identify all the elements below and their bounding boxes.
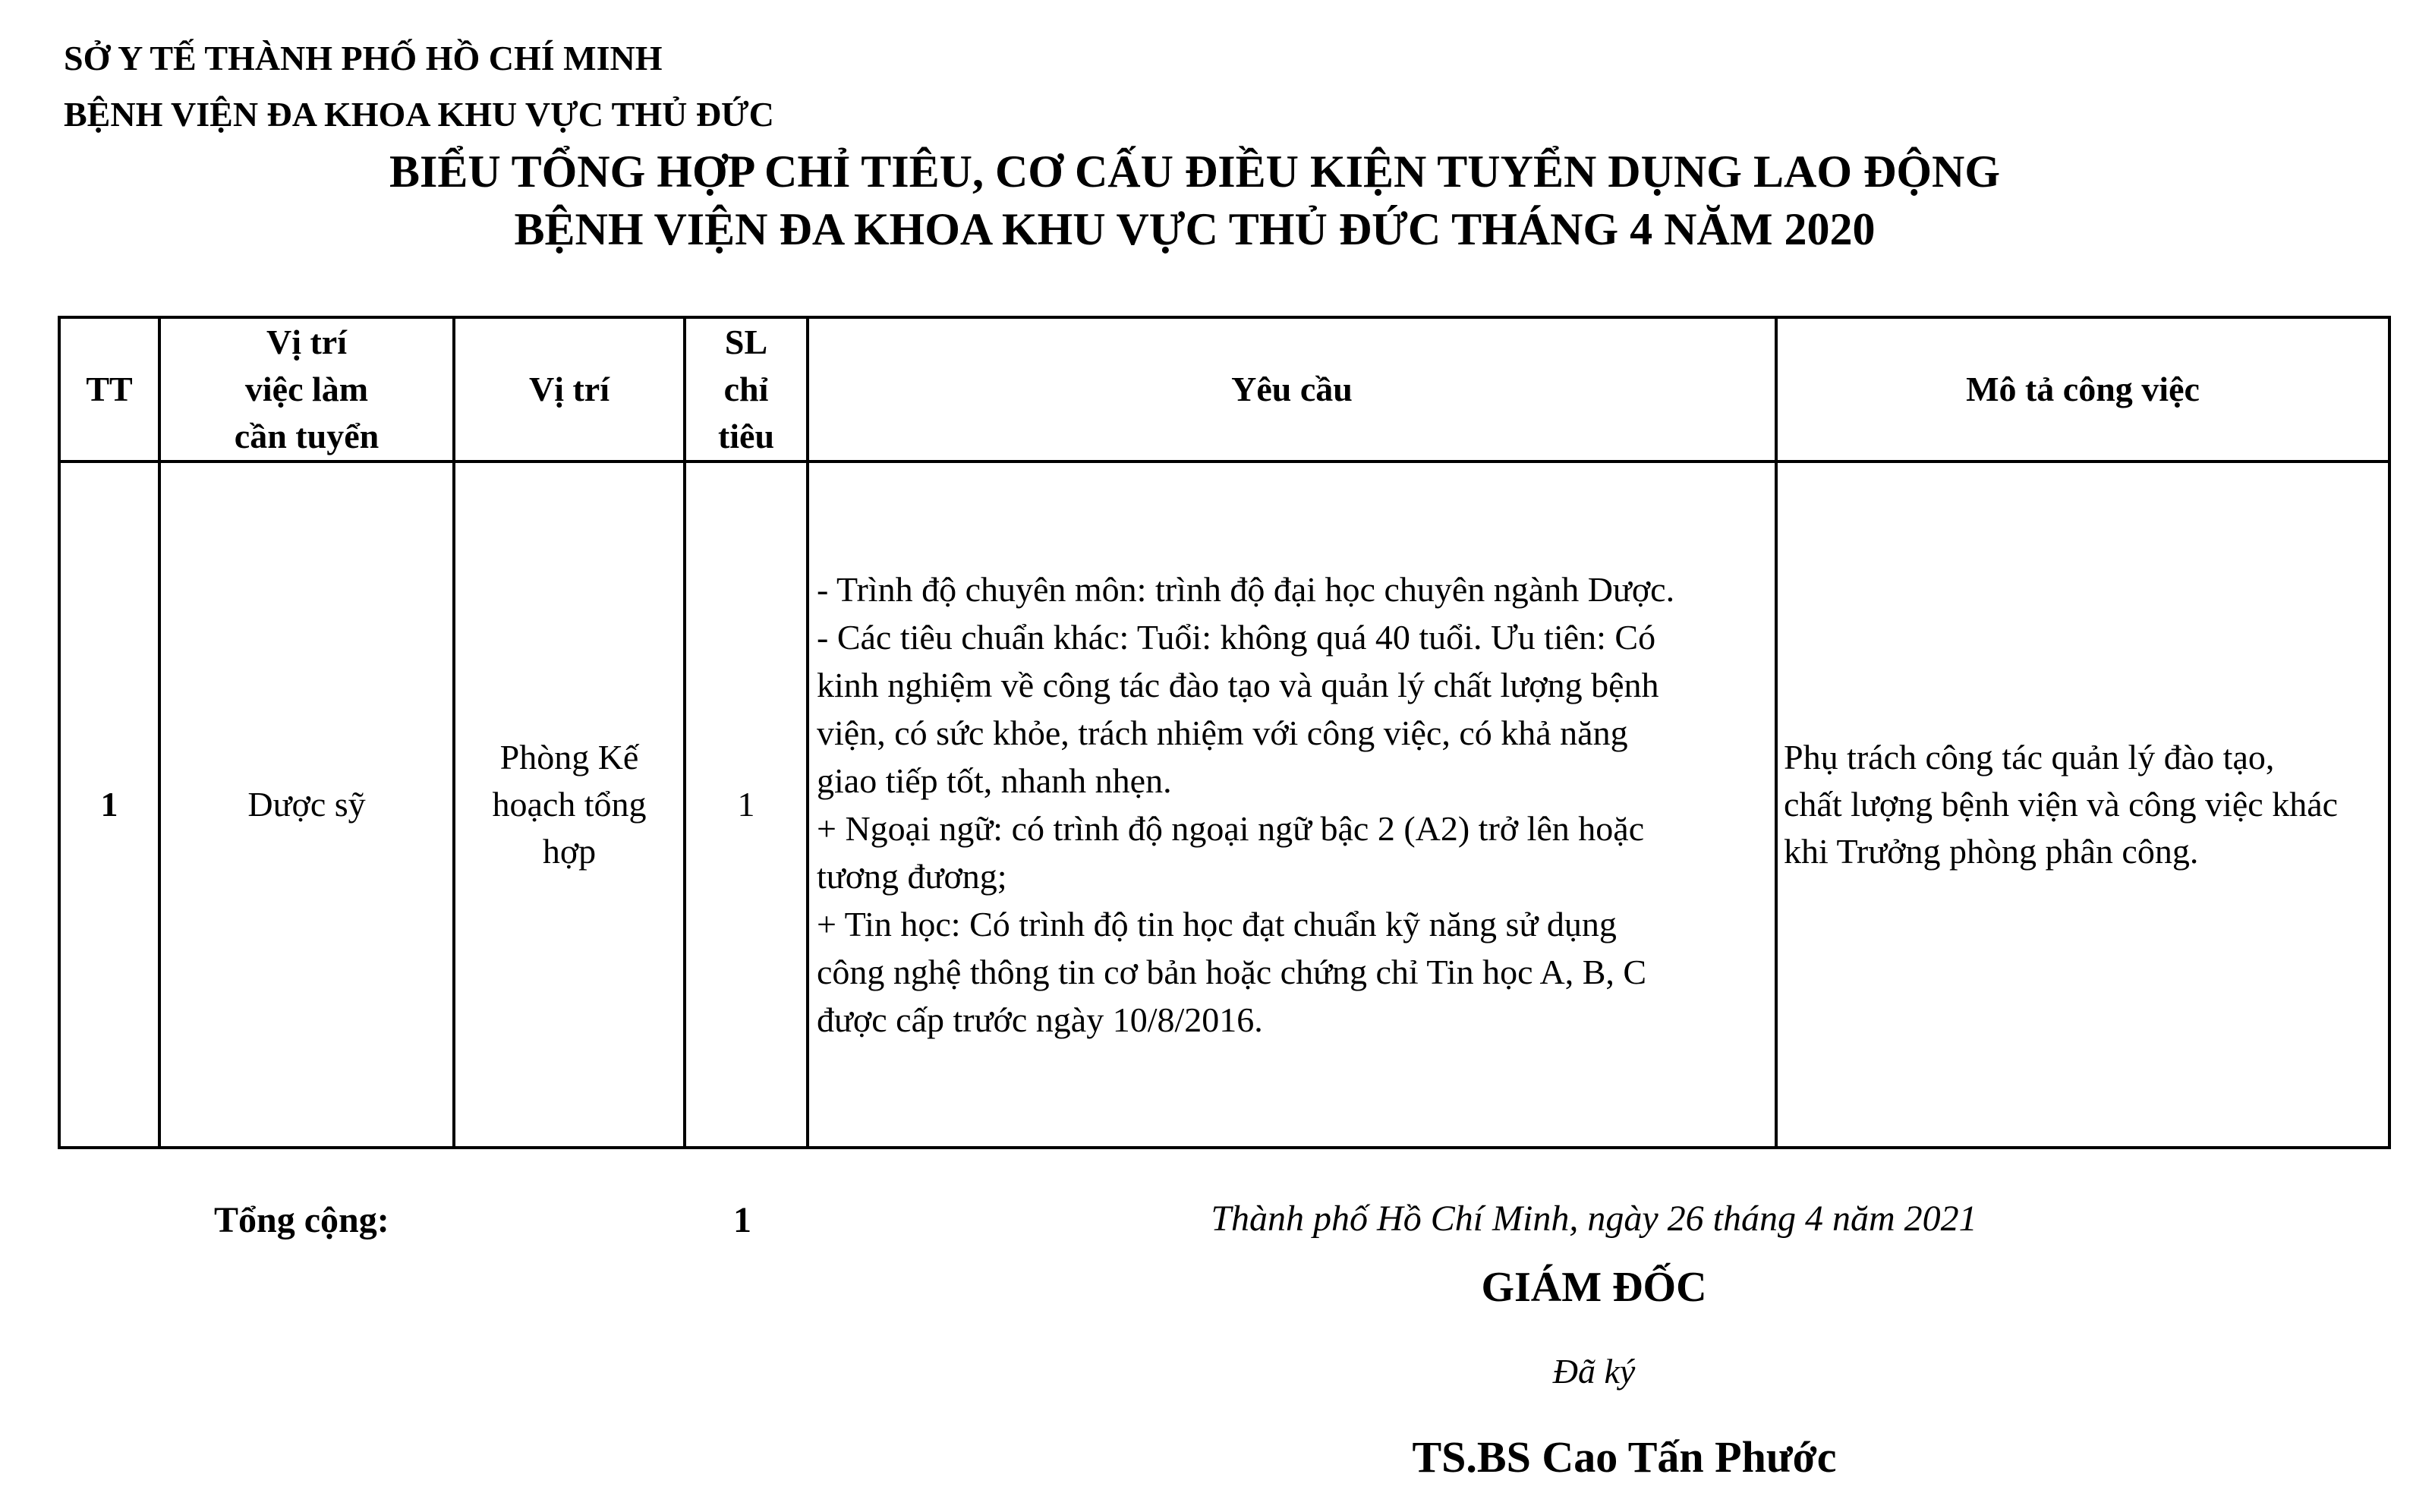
signature-date: Thành phố Hồ Chí Minh, ngày 26 tháng 4 năm 2021 — [1211, 1199, 1977, 1239]
description-line: khi Trưởng phòng phân công. — [1784, 832, 2199, 871]
requirement-line: - Trình độ chuyên môn: trình độ đại học chuyên ngành Dược. — [817, 570, 1675, 609]
requirement-line: + Tin học: Có trình độ tin học đạt chuẩn kỹ năng sử dụng — [817, 905, 1617, 943]
document-title-line2: BỆNH VIỆN ĐA KHOA KHU VỰC THỦ ĐỨC THÁNG 4 NĂM 2020 — [514, 204, 1876, 254]
header-quota-line2: chỉ — [723, 370, 769, 408]
header-quota — [685, 317, 808, 461]
table-row — [59, 461, 2389, 1148]
signer-role: GIÁM ĐỐC — [1481, 1264, 1707, 1311]
total-label: Tổng cộng: — [214, 1200, 389, 1240]
cell-location-line2: hoạch tổng — [492, 785, 647, 824]
document-title-line1: BIỂU TỔNG HỢP CHỈ TIÊU, CƠ CẤU ĐIỀU KIỆN TUYỂN DỤNG LAO ĐỘNG — [389, 146, 2000, 197]
header-quota-line3: tiêu — [717, 417, 775, 455]
cell-job-position: Dược sỹ — [159, 461, 454, 1148]
header-tt: TT — [59, 317, 159, 461]
header-quota-line1: SL — [724, 323, 768, 361]
cell-description — [1776, 461, 2389, 1148]
recruitment-table — [58, 316, 2391, 1149]
cell-requirements — [808, 461, 1776, 1148]
requirement-line: tương đương; — [817, 857, 1007, 896]
cell-location-line1: Phòng Kế — [499, 738, 639, 776]
description-line: Phụ trách công tác quản lý đào tạo, — [1784, 738, 2275, 776]
requirement-line: + Ngoại ngữ: có trình độ ngoại ngữ bậc 2 (A2) trở lên hoặc — [817, 809, 1645, 848]
header-description: Mô tả công việc — [1776, 317, 2389, 461]
total-value: 1 — [733, 1200, 751, 1240]
header-requirements: Yêu cầu — [808, 317, 1776, 461]
signer-name: TS.BS Cao Tấn Phước — [1412, 1432, 1837, 1482]
department-name: SỞ Y TẾ THÀNH PHỐ HỒ CHÍ MINH — [64, 39, 663, 77]
requirement-line: kinh nghiệm về công tác đào tạo và quản lý chất lượng bệnh — [817, 666, 1659, 704]
cell-location-line3: hợp — [542, 832, 597, 871]
requirement-line: viện, có sức khỏe, trách nhiệm với công việc, có khả năng — [817, 713, 1628, 752]
signed-note: Đã ký — [1552, 1352, 1636, 1391]
cell-quota: 1 — [685, 461, 808, 1148]
requirement-line: giao tiếp tốt, nhanh nhẹn. — [817, 761, 1172, 800]
table-header-row — [59, 317, 2389, 461]
header-job-position — [159, 317, 454, 461]
description-line: chất lượng bệnh viện và công việc khác — [1784, 785, 2339, 824]
requirement-line: - Các tiêu chuẩn khác: Tuổi: không quá 40 tuổi. Ưu tiên: Có — [817, 618, 1656, 657]
cell-tt: 1 — [59, 461, 159, 1148]
requirement-line: công nghệ thông tin cơ bản hoặc chứng chỉ Tin học A, B, C — [817, 953, 1647, 991]
requirement-line: được cấp trước ngày 10/8/2016. — [817, 1000, 1263, 1039]
header-job-position-line1: Vị trí — [266, 323, 347, 361]
cell-location — [454, 461, 685, 1148]
hospital-name: BỆNH VIỆN ĐA KHOA KHU VỰC THỦ ĐỨC — [64, 95, 774, 134]
header-job-position-line3: cần tuyển — [234, 417, 380, 455]
header-job-position-line2: việc làm — [244, 370, 369, 408]
header-location: Vị trí — [454, 317, 685, 461]
